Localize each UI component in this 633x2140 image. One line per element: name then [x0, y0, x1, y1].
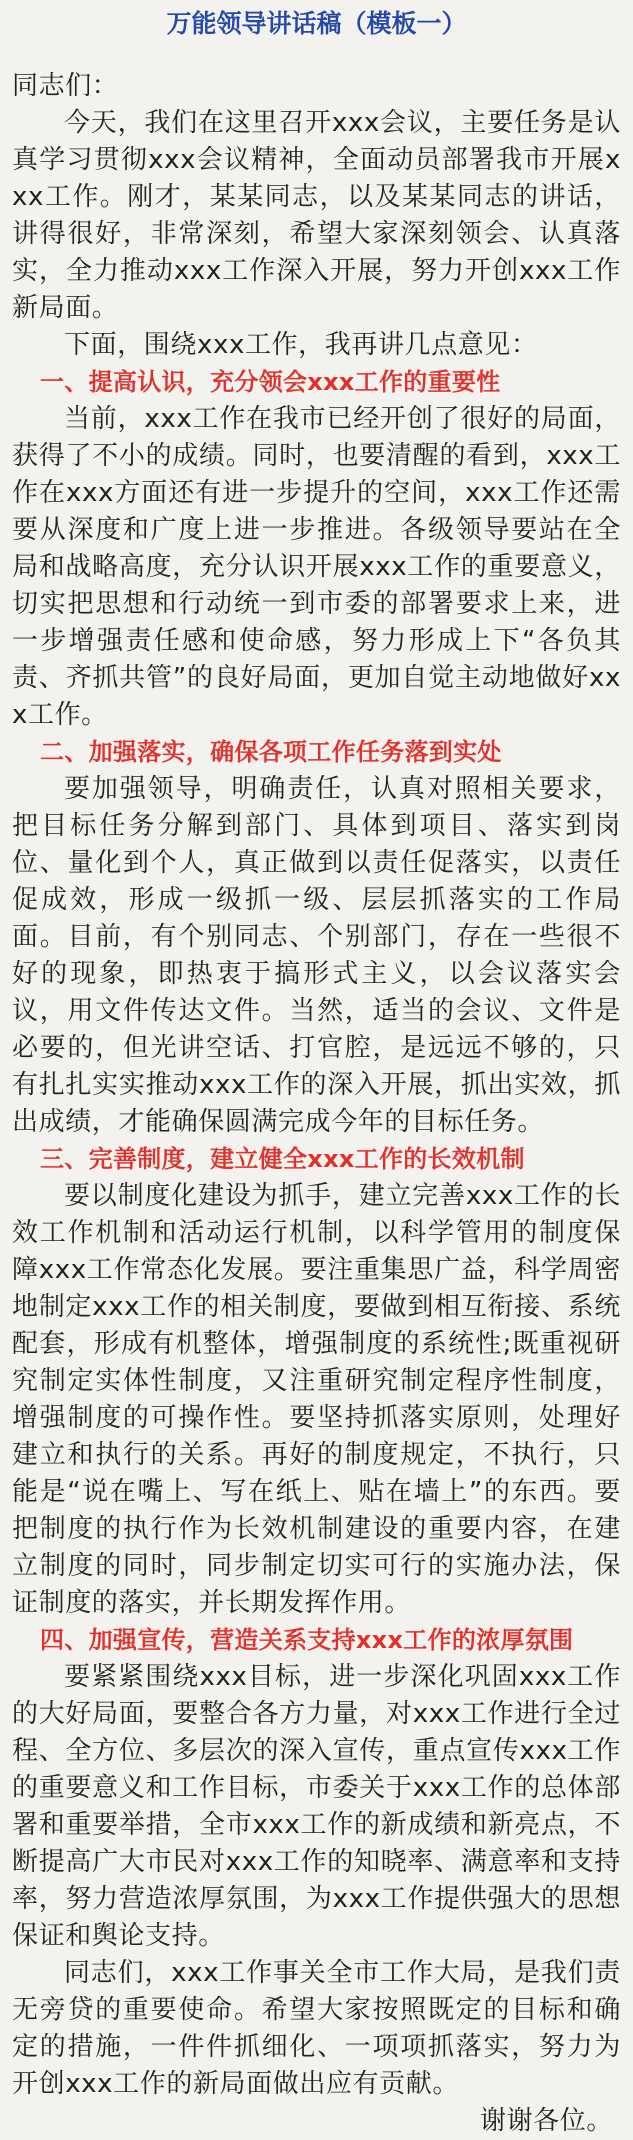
section-heading-3: 三、完善制度，建立健全xxx工作的长效机制	[40, 1145, 525, 1173]
opening-paragraph: 下面，围绕xxx工作，我再讲几点意见：	[64, 330, 538, 360]
section-heading-2: 二、加强落实，确保各项工作任务落到实处	[40, 738, 502, 766]
salutation: 同志们：	[12, 71, 119, 101]
closing-thanks: 谢谢各位。	[479, 2106, 613, 2136]
section-body-3: 要以制度化建设为抓手，建立完善xxx工作的长效工作机制和活动运行机制，以科学管用的制度保障xxx工作常态化发展。要注重集思广益，科学周密地制定xxx工作的相关制度，要做到相互衔接、系统配套，形成有机整体，增强制度的系统性;既重视研究制定实体性制度，又注重研究制定程序性制度，增强制度的可操作性。要坚持抓落实原则，处理好建立和执行的关系。再好的制度规定，不执行，只能是“说在嘴上、写在纸上、贴在墙上”的东西。要把制度的执行作为长效机制建设的重要内容，在建立制度的同时，同步制定切实可行的实施办法，保证制度的落实，并长期发挥作用。	[12, 1181, 621, 1618]
opening-paragraph: 今天，我们在这里召开xxx会议，主要任务是认真学习贯彻xxx会议精神，全面动员部署我市开展xxx工作。刚才，某某同志，以及某某同志的讲话，讲得很好，非常深刻，希望大家深刻领会、认真落实，全力推动xxx工作深入开展，努力开创xxx工作新局面。	[12, 108, 621, 323]
section-body-2: 要加强领导，明确责任，认真对照相关要求，把目标任务分解到部门、具体到项目、落实到岗位、量化到个人，真正做到以责任促落实，以责任促成效，形成一级抓一级、层层抓落实的工作局面。目前，有个别同志、个别部门，存在一些很不好的现象，即热衷于搞形式主义，以会议落实会议，用文件传达文件。当然，适当的会议、文件是必要的，但光讲空话、打官腔，是远远不够的，只有扎扎实实推动xxx工作的深入开展，抓出实效，抓出成绩，才能确保圆满完成今年的目标任务。	[12, 774, 621, 1137]
section-body-4: 要紧紧围绕xxx目标，进一步深化巩固xxx工作的大好局面，要整合各方力量，对xxx工作进行全过程、全方位、多层次的深入宣传，重点宣传xxx工作的重要意义和工作目标，市委关于xxx工作的总体部署和重要举措，全市xxx工作的新成绩和新亮点，不断提高广大市民对xxx工作的知晓率、满意率和支持率，努力营造浓厚氛围，为xxx工作提供强大的思想保证和舆论支持。	[12, 1662, 621, 1951]
document-title: 万能领导讲话稿（模板一）	[166, 9, 467, 38]
section-body-1: 当前，xxx工作在我市已经开创了很好的局面，获得了不小的成绩。同时，也要清醒的看到，xxx工作在xxx方面还有进一步提升的空间，xxx工作还需要从深度和广度上进一步推进。各级领导要站在全局和战略高度，充分认识开展xxx工作的重要意义，切实把思想和行动统一到市委的部署要求上来，进一步增强责任感和使命感，努力形成上下“各负其责、齐抓共管”的良好局面，更加自觉主动地做好xxx工作。	[12, 404, 621, 730]
conclusion-paragraph: 同志们，xxx工作事关全市工作大局，是我们责无旁贷的重要使命。希望大家按照既定的目标和确定的措施，一件件抓细化、一项项抓落实，努力为开创xxx工作的新局面做出应有贡献。	[12, 1958, 621, 2099]
section-heading-4: 四、加强宣传，营造关系支持xxx工作的浓厚氛围	[40, 1626, 574, 1654]
section-heading-1: 一、提高认识，充分领会xxx工作的重要性	[40, 368, 501, 396]
